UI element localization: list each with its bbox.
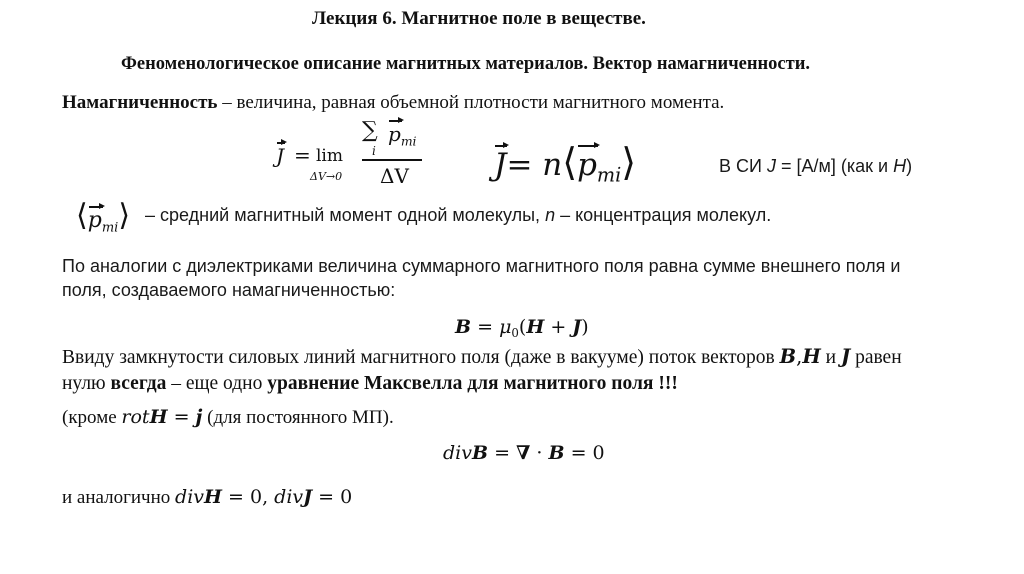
except-a: (кроме bbox=[62, 407, 122, 428]
analogy-line-2: поля, создаваемого намагниченностью: bbox=[62, 280, 396, 300]
mean-moment-text1: – средний магнитный момент одной молекулы, bbox=[140, 205, 546, 225]
si-units-suffix: ) bbox=[906, 156, 913, 176]
formula-limit-numerator-sub: mi bbox=[400, 133, 417, 149]
lecture-title: Лекция 6. Магнитное поле в веществе. bbox=[312, 8, 646, 29]
closure-line2-b: – еще одно bbox=[166, 373, 268, 394]
mean-moment-line bbox=[76, 200, 771, 240]
closure-line1-a: Ввиду замкнутости силовых линий магнитного поля (даже в вакууме) поток векторов bbox=[62, 347, 780, 368]
formula-limit-lim-under: ΔV→0 bbox=[310, 170, 343, 183]
si-units-var: J bbox=[766, 156, 776, 176]
except-H: H bbox=[149, 406, 168, 428]
formula-B-H: H bbox=[526, 316, 545, 338]
formula-B-J: J bbox=[572, 316, 582, 338]
closure-and: и bbox=[820, 347, 841, 368]
si-units-prefix: В СИ bbox=[719, 156, 767, 176]
formula-mean-rang: ⟩ bbox=[621, 140, 637, 184]
formula-mean-var: p bbox=[577, 147, 597, 183]
closure-B: B bbox=[779, 345, 797, 368]
formula-limit-denominator: ΔV bbox=[380, 164, 409, 188]
mean-moment-text2: – концентрация молекул. bbox=[555, 205, 772, 225]
except-b: (для постоянного МП). bbox=[202, 407, 394, 428]
closure-maxwell: уравнение Максвелла для магнитного поля !!! bbox=[267, 373, 678, 394]
closure-paragraph bbox=[62, 344, 902, 397]
closure-line2-a: нулю bbox=[62, 373, 111, 394]
similarly-text: и аналогично bbox=[62, 487, 176, 508]
formula-limit bbox=[276, 118, 436, 190]
formula-div-dot: · bbox=[530, 442, 549, 464]
formula-B-B: B bbox=[455, 316, 472, 338]
similarly-line bbox=[62, 486, 352, 509]
closure-always: всегда bbox=[110, 373, 167, 394]
formula-limit-eq: = bbox=[294, 143, 311, 167]
similarly-div1: div bbox=[175, 486, 205, 508]
formula-limit-sum: ∑ bbox=[362, 118, 378, 143]
analogy-line-1: По аналогии с диэлектриками величина суммарного магнитного поля равна сумме внешнего поля и bbox=[62, 256, 901, 276]
formula-mean-sub: mi bbox=[596, 163, 622, 187]
formula-limit-numerator-var: p bbox=[388, 122, 401, 146]
formula-B-plus: + bbox=[544, 316, 573, 338]
formula-div-B: B bbox=[471, 442, 489, 464]
except-eq: = bbox=[167, 406, 196, 428]
formula-B-open: ( bbox=[518, 316, 527, 338]
formula-limit-numerator bbox=[388, 122, 417, 148]
formula-mean-lang: ⟨ bbox=[562, 140, 578, 184]
formula-mean-lhs: J bbox=[494, 147, 507, 183]
formula-mean-eq: = n bbox=[506, 147, 563, 183]
mean-moment-var: p bbox=[87, 208, 102, 233]
formula-div-eq1: = bbox=[488, 442, 517, 464]
mean-moment-sub: mi bbox=[101, 220, 119, 236]
si-units bbox=[719, 156, 912, 177]
mean-moment-lang: ⟨ bbox=[76, 198, 88, 233]
similarly-J: J bbox=[303, 486, 313, 508]
formula-B bbox=[455, 316, 589, 340]
formula-div-eq2: = 0 bbox=[564, 442, 605, 464]
except-rot: rot bbox=[121, 406, 150, 428]
formula-limit-lhs: J bbox=[276, 144, 285, 168]
closure-line-1 bbox=[62, 344, 902, 371]
mean-moment-rang: ⟩ bbox=[118, 198, 131, 233]
formula-B-mu: μ bbox=[499, 316, 512, 338]
closure-comma: , bbox=[796, 345, 803, 368]
formula-B-eq: = bbox=[471, 316, 500, 338]
definition-text: – величина, равная объемной плотности магнитного момента. bbox=[217, 92, 725, 113]
fraction-bar bbox=[362, 159, 422, 161]
except-line bbox=[62, 406, 394, 429]
si-units-text: = [А/м] (как и bbox=[775, 156, 894, 176]
formula-limit-lim: lim bbox=[316, 146, 343, 166]
similarly-H: H bbox=[204, 486, 222, 508]
formula-div-div: div bbox=[443, 442, 472, 464]
definition-term: Намагниченность bbox=[62, 92, 218, 113]
formula-div-B2: B bbox=[548, 442, 565, 464]
definition-line bbox=[62, 92, 724, 114]
formula-B-mu-sub: 0 bbox=[511, 326, 519, 341]
closure-J: J bbox=[840, 345, 851, 368]
formula-mean bbox=[494, 140, 636, 187]
formula-div bbox=[443, 442, 605, 464]
si-units-var2: H bbox=[893, 156, 907, 176]
closure-line1-b: равен bbox=[850, 347, 902, 368]
formula-div-nabla: ∇ bbox=[516, 442, 531, 464]
similarly-div2: div bbox=[274, 486, 304, 508]
analogy-paragraph bbox=[62, 254, 900, 302]
formula-limit-sum-index: i bbox=[372, 144, 376, 158]
closure-H: H bbox=[802, 345, 821, 368]
closure-line-2 bbox=[62, 371, 902, 397]
mean-moment-n: n bbox=[545, 205, 556, 225]
formula-B-close: ) bbox=[581, 316, 589, 338]
except-j: j bbox=[195, 406, 203, 428]
similarly-end: = 0 bbox=[312, 486, 353, 508]
similarly-mid: = 0, bbox=[221, 486, 275, 508]
section-heading: Феноменологическое описание магнитных материалов. Вектор намагниченности. bbox=[121, 54, 811, 74]
